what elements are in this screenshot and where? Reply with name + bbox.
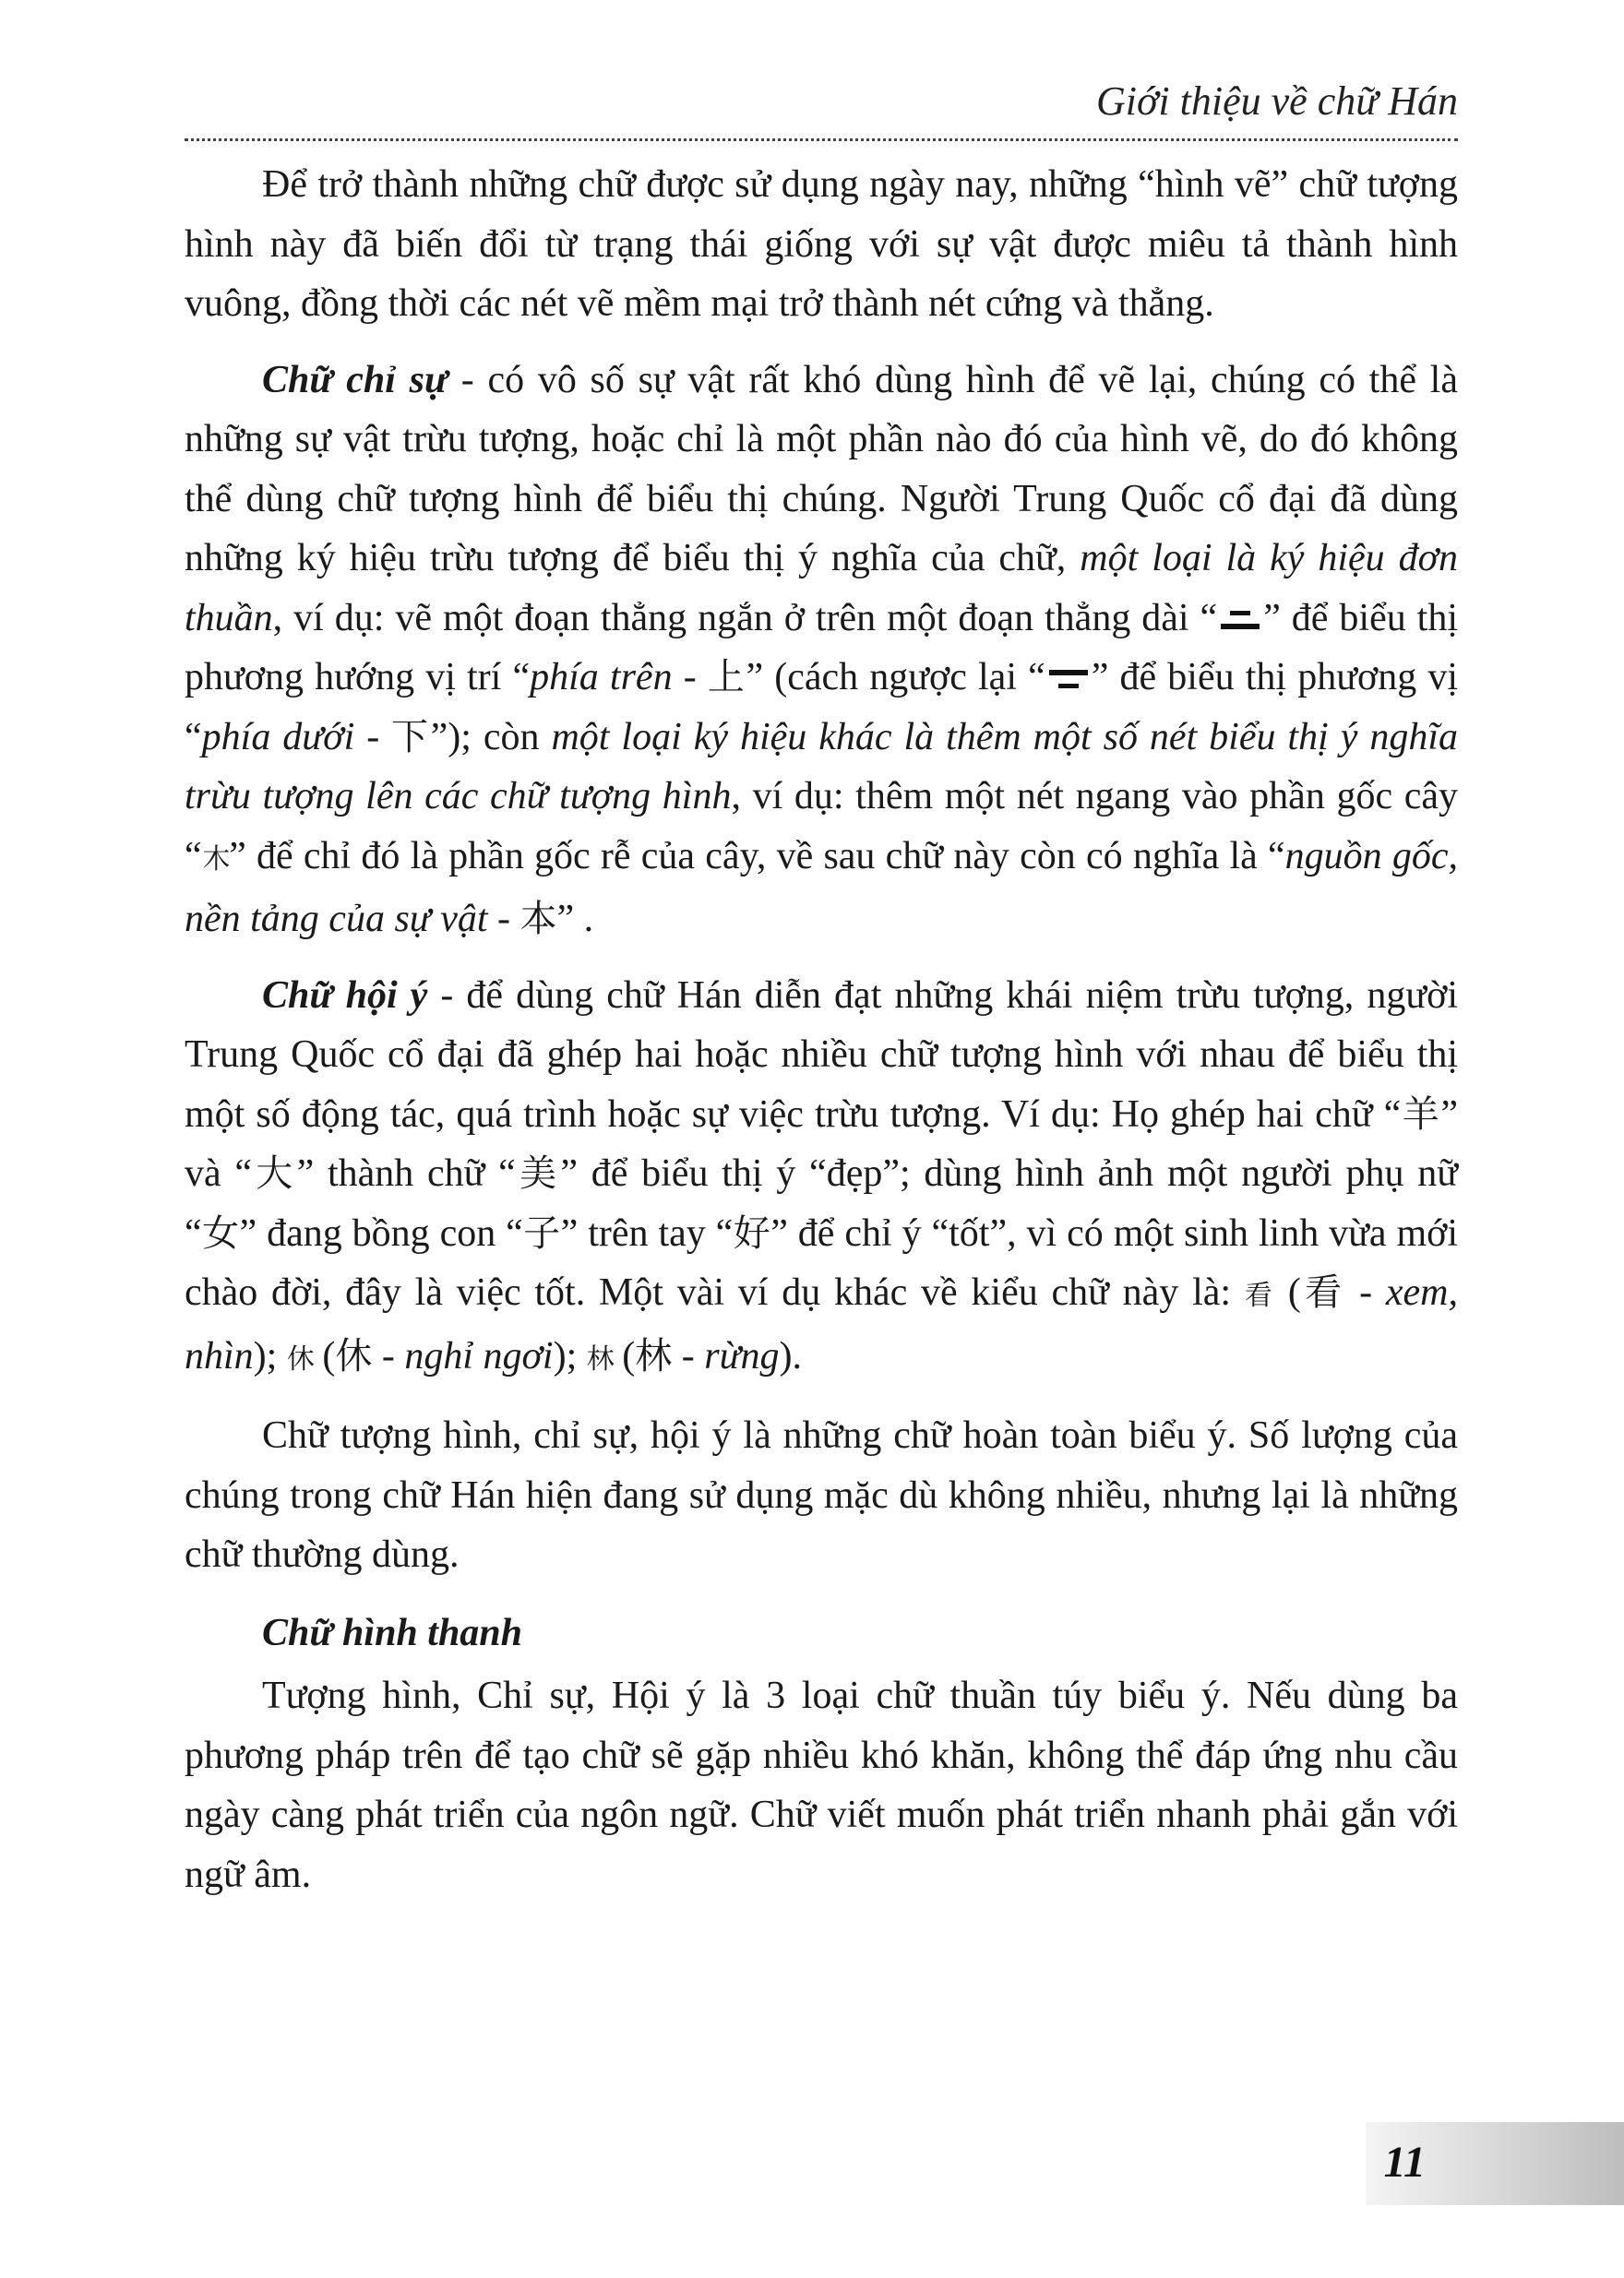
cjk-char: 好 xyxy=(733,1211,771,1255)
text-run: ” và “ xyxy=(185,1092,1459,1195)
text-run: ” trên tay “ xyxy=(560,1211,734,1255)
above-glyph xyxy=(1217,604,1263,636)
text-run: ( xyxy=(312,1334,336,1378)
text-run: ” thành chữ “ xyxy=(296,1152,516,1195)
seal-glyph-look: 看 xyxy=(1244,1280,1275,1312)
italic-run: phía dưới - xyxy=(201,715,392,758)
text-run: ( xyxy=(612,1334,636,1378)
text-run: ( xyxy=(1274,1271,1301,1314)
paragraph-4 xyxy=(185,1406,1458,1585)
paragraph-hoi-y xyxy=(185,966,1458,1390)
text-run: ” để biểu thị phương vị “ xyxy=(185,656,1458,758)
seal-glyph-root: 木 xyxy=(201,842,230,876)
text-run: - xyxy=(1345,1271,1386,1314)
cjk-char: 看 xyxy=(1300,1271,1346,1314)
text-run: - xyxy=(672,1334,705,1378)
running-header: Giới thiệu về chữ Hán xyxy=(1095,78,1458,124)
cjk-char: 林 xyxy=(635,1334,673,1378)
italic-run: rừng xyxy=(704,1334,780,1378)
page-number: 11 xyxy=(1383,2138,1426,2187)
term-chi-su: Chữ chỉ sự xyxy=(262,358,448,401)
italic-run: xem, nhìn xyxy=(185,1271,1458,1378)
italic-run: phía trên - xyxy=(530,656,708,698)
italic-run: nguồn gốc, nền tảng của sự vật - xyxy=(185,834,1458,940)
header-dotted-rule xyxy=(185,138,1458,141)
cjk-char: 女 xyxy=(201,1211,240,1255)
cjk-char: 大 xyxy=(252,1152,297,1195)
body-text xyxy=(185,155,1458,1904)
section-heading-hinh-thanh: Chữ hình thanh xyxy=(262,1611,523,1654)
text-run: ). xyxy=(779,1334,803,1378)
paragraph-1 xyxy=(185,155,1458,334)
cjk-char: 下 xyxy=(391,715,431,758)
text-run: ” để biểu thị phương hướng vị trí “ xyxy=(185,596,1458,698)
below-glyph xyxy=(1045,663,1092,695)
cjk-char: 本 xyxy=(519,898,557,940)
cjk-char: 子 xyxy=(522,1211,561,1255)
text-run: - để dùng chữ Hán diễn đạt những khái niệm trừu tượng, người Trung Quốc cổ đại đã ghép hai hoặc nhiều chữ tượng hình với nhau để biểu thị một số động tác, quá trình hoặc sự việc trừu tượng. Ví dụ: Họ ghép hai chữ “ xyxy=(185,973,1458,1136)
paragraph-6-text: Tượng hình, Chỉ sự, Hội ý là 3 loại chữ thuần túy biểu ý. Nếu dùng ba phương pháp trên để tạo chữ sẽ gặp nhiều khó khăn, không thể đáp ứng nhu cầu ngày càng phát triển của ngôn ngữ. Chữ viết muốn phát triển nhanh phải gắn với ngữ âm. xyxy=(185,1675,1458,1896)
text-run: ” để biểu thị ý “đẹp”; dùng hình ảnh một người phụ nữ “ xyxy=(185,1152,1458,1255)
paragraph-1-text: Để trở thành những chữ được sử dụng ngày nay, những “hình vẽ” chữ tượng hình này đã biến đổi từ trạng thái giống với sự vật được miêu tả thành hình vuông, đồng thời các nét vẽ mềm mại trở thành nét cứng và thẳng. xyxy=(185,163,1458,325)
paragraph-6 xyxy=(185,1666,1458,1904)
text-run: ”); còn xyxy=(430,715,552,758)
italic-run: một loại ký hiệu khác là thêm một số nét biểu thị ý nghĩa trừu tượng lên các chữ tượng hình xyxy=(185,715,1458,817)
seal-glyph-forest: 林 xyxy=(586,1342,613,1376)
text-run: ” (cách ngược lại “ xyxy=(746,656,1045,698)
text-run: , ví dụ: vẽ một đoạn thẳng ngắn ở trên một đoạn thẳng dài “ xyxy=(272,596,1218,639)
text-run: ); xyxy=(553,1334,587,1378)
text-run: - xyxy=(372,1334,405,1378)
text-run: ” để chỉ ý “tốt”, vì có một sinh linh vừa mới chào đời, đây là việc tốt. Một vài ví dụ khác về kiểu chữ này là: xyxy=(185,1211,1459,1314)
text-run: ” đang bồng con “ xyxy=(239,1211,523,1255)
text-run: - có vô số sự vật rất khó dùng hình để vẽ lại, chúng có thể là những sự vật trừu tượng, hoặc chỉ là một phần nào đó của hình vẽ, do đó không thể dùng chữ tượng hình để biểu thị chúng. Người Trung Quốc cổ đại đã dùng những ký hiệu trừu tượng để biểu thị ý nghĩa của chữ, xyxy=(185,358,1458,579)
term-hoi-y: Chữ hội ý xyxy=(262,973,428,1017)
paragraph-4-text: Chữ tượng hình, chỉ sự, hội ý là những chữ hoàn toàn biểu ý. Số lượng của chúng trong chữ Hán hiện đang sử dụng mặc dù không nhiều, nhưng lại là những chữ thường dùng. xyxy=(185,1414,1458,1576)
text-run: ” để chỉ đó là phần gốc rễ của cây, về sau chữ này còn có nghĩa là “ xyxy=(229,834,1285,877)
italic-run: nghỉ ngơi xyxy=(404,1334,554,1378)
paragraph-chi-su xyxy=(185,351,1458,949)
text-run: ); xyxy=(253,1334,287,1378)
italic-run: một loại là ký hiệu đơn thuần xyxy=(185,537,1459,639)
seal-glyph-rest: 休 xyxy=(286,1342,313,1376)
text-run: ” . xyxy=(556,898,594,940)
cjk-char: 美 xyxy=(515,1152,561,1195)
cjk-char: 休 xyxy=(335,1334,373,1378)
text-run: , ví dụ: thêm một nét ngang vào phần gốc cây “ xyxy=(185,775,1458,877)
cjk-char: 上 xyxy=(707,656,746,698)
cjk-char: 羊 xyxy=(1401,1092,1441,1136)
